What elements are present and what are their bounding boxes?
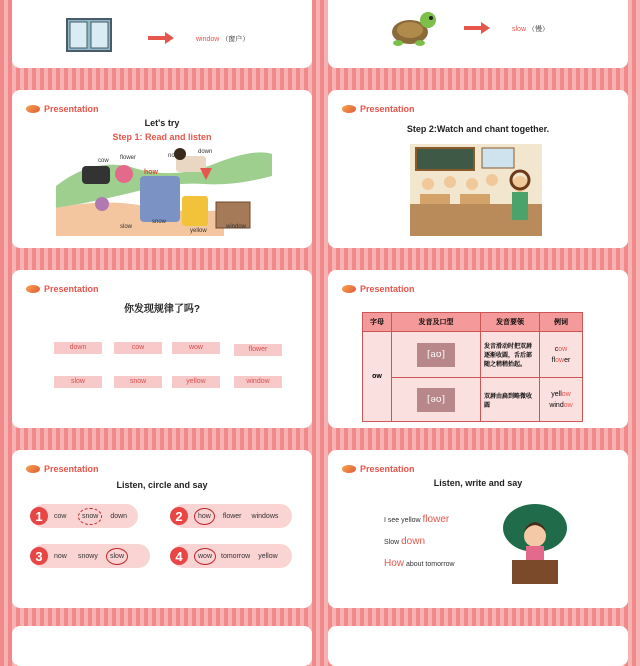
slide-header — [342, 104, 415, 114]
slide-write-and-say[interactable] — [328, 450, 628, 608]
option-word[interactable]: yellow — [258, 552, 278, 560]
phonics-table — [362, 312, 583, 422]
sentence-line: I see yellow flower — [384, 514, 450, 525]
exercise-row-1[interactable] — [32, 504, 138, 528]
example-text: yell — [551, 390, 562, 398]
letter-cell: ow — [363, 332, 392, 422]
slide-partial-bottom-right[interactable] — [328, 626, 628, 666]
slide-header — [26, 464, 99, 474]
header-label: Presentation — [360, 464, 415, 474]
word-now: now — [168, 153, 180, 159]
example-highlight: ow — [561, 390, 571, 398]
slide-circle-and-say[interactable] — [12, 450, 312, 608]
option-word[interactable]: tomorrow — [221, 552, 251, 560]
option-word-circled[interactable]: how — [194, 508, 215, 525]
exercise-number: 1 — [30, 507, 48, 525]
slide-header — [342, 464, 415, 474]
slide-chant[interactable] — [328, 90, 628, 248]
example-cell — [540, 378, 583, 422]
exercise-row-4[interactable] — [172, 544, 292, 568]
header-label: Presentation — [44, 284, 99, 294]
word-snow: snow — [152, 219, 167, 225]
classroom-illustration — [410, 144, 542, 236]
step-title: Step 2:Watch and chant together. — [406, 124, 550, 134]
table-header: 字母 — [363, 313, 392, 332]
word-chip: slow — [54, 376, 102, 388]
tip-cell: 双唇由扁到略微收圆 — [481, 378, 540, 422]
word-chip: yellow — [172, 376, 220, 388]
exercise-row-3[interactable] — [32, 544, 150, 568]
logo-icon — [26, 285, 40, 293]
slide-header — [26, 284, 99, 294]
slide-slow[interactable] — [328, 0, 628, 68]
vocab-word: window — [196, 36, 220, 43]
exercise-number: 2 — [170, 507, 188, 525]
vocab-word: slow — [512, 26, 527, 33]
logo-icon — [26, 465, 40, 473]
ipa-au: [aʊ] — [417, 343, 455, 367]
slide-title: Listen, circle and say — [116, 480, 208, 490]
slide-title: Listen, write and say — [433, 478, 523, 488]
header-label: Presentation — [360, 284, 415, 294]
slide-title: 你发现规律了吗? — [123, 304, 201, 315]
turtle-icon — [388, 6, 440, 48]
logo-icon — [26, 105, 40, 113]
step-title: Step 1: Read and listen — [112, 132, 212, 142]
example-text: c — [554, 345, 559, 353]
word-chip: window — [234, 376, 282, 388]
table-header: 例词 — [540, 313, 583, 332]
slide-find-rule[interactable] — [12, 270, 312, 428]
example-highlight: ow — [558, 345, 568, 353]
word-window: window — [226, 224, 247, 230]
ipa-ou: [əʊ] — [417, 388, 455, 412]
option-word[interactable]: now — [54, 552, 67, 560]
window-icon — [66, 18, 112, 52]
option-word[interactable]: flower — [222, 512, 242, 520]
table-header: 发音及口型 — [392, 313, 481, 332]
option-word[interactable]: snowy — [78, 552, 98, 560]
teacher-illustration — [498, 502, 572, 586]
header-label: Presentation — [44, 464, 99, 474]
exercise-number: 3 — [30, 547, 48, 565]
slide-header — [26, 104, 99, 114]
sentence-line: Slow down — [384, 536, 426, 547]
vocab-translation: （慢） — [527, 26, 549, 33]
exercise-number: 4 — [170, 547, 188, 565]
word-cow: cow — [98, 158, 109, 164]
word-chip: cow — [114, 342, 162, 354]
word-flower: flower — [120, 155, 137, 161]
vocab-translation: （窗户） — [221, 36, 250, 43]
example-highlight: ow — [555, 356, 565, 364]
tip-cell: 发音滑动时把双唇逐渐收圆，舌后部随之稍稍抬起。 — [481, 332, 540, 378]
example-text: er — [564, 356, 571, 364]
example-cell — [540, 332, 583, 378]
word-yellow: yellow — [190, 228, 207, 234]
example-text: fl — [551, 356, 556, 364]
logo-icon — [342, 465, 356, 473]
slide-title: Let's try — [144, 118, 180, 128]
slide-phonics-table[interactable] — [328, 270, 628, 428]
slide-header — [342, 284, 415, 294]
arrow-right-icon — [148, 32, 174, 44]
word-slow: slow — [120, 224, 133, 230]
option-word-circled[interactable]: slow — [106, 548, 128, 565]
word-chip: snow — [114, 376, 162, 388]
example-highlight: ow — [563, 401, 573, 409]
slide-lets-try[interactable] — [12, 90, 312, 248]
arrow-right-icon — [464, 22, 490, 34]
table-header: 发音要领 — [481, 313, 540, 332]
option-word-circled[interactable]: snow — [78, 508, 102, 525]
word-down: down — [198, 149, 213, 155]
word-chip: wow — [172, 342, 220, 354]
word-chip: flower — [234, 344, 282, 356]
logo-icon — [342, 105, 356, 113]
option-word-circled[interactable]: wow — [194, 548, 216, 565]
header-label: Presentation — [44, 104, 99, 114]
exercise-row-2[interactable] — [172, 504, 292, 528]
example-text: wind — [549, 401, 564, 409]
header-label: Presentation — [360, 104, 415, 114]
slide-partial-bottom-left[interactable] — [12, 626, 312, 666]
word-how: how — [144, 169, 158, 176]
word-chip: down — [54, 342, 102, 354]
option-word[interactable]: cow — [54, 512, 67, 520]
option-word[interactable]: windows — [251, 512, 279, 520]
slide-window[interactable] — [12, 0, 312, 68]
option-word[interactable]: down — [110, 512, 128, 520]
logo-icon — [342, 285, 356, 293]
sentence-line: How about tomorrow — [384, 558, 455, 569]
